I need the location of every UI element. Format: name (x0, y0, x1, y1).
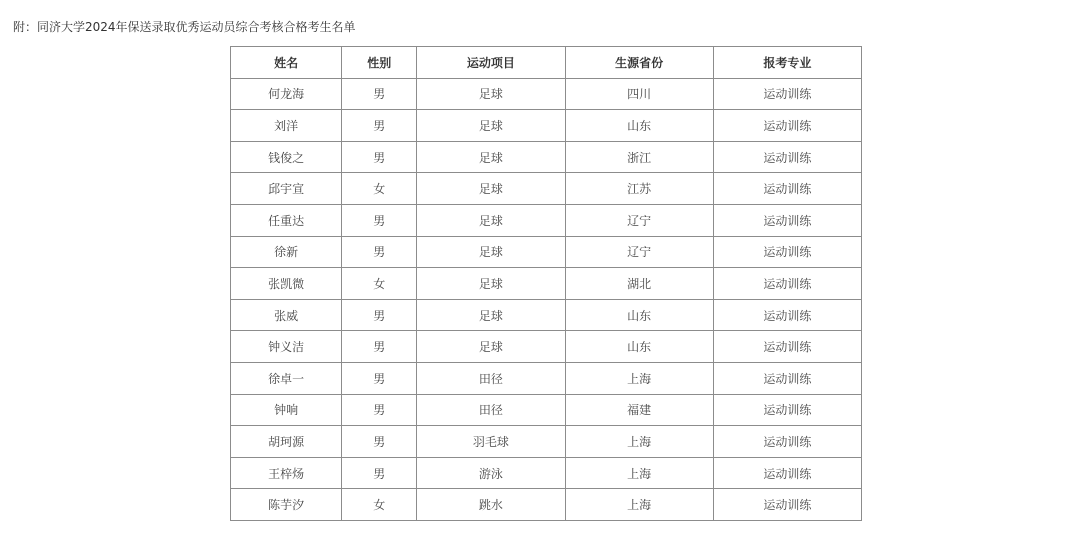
cell-name: 胡珂源 (231, 426, 342, 458)
table-row (231, 489, 862, 521)
cell-province: 上海 (565, 362, 713, 394)
cell-major: 运动训练 (713, 78, 861, 110)
cell-sport: 足球 (417, 331, 565, 363)
cell-major: 运动训练 (713, 362, 861, 394)
cell-sport: 跳水 (417, 489, 565, 521)
cell-sport: 足球 (417, 236, 565, 268)
cell-name: 张凯微 (231, 268, 342, 300)
cell-gender: 男 (342, 110, 417, 142)
cell-gender: 男 (342, 394, 417, 426)
cell-province: 辽宁 (565, 236, 713, 268)
cell-sport: 羽毛球 (417, 426, 565, 458)
cell-name: 徐新 (231, 236, 342, 268)
cell-gender: 男 (342, 426, 417, 458)
cell-name: 徐卓一 (231, 362, 342, 394)
cell-gender: 男 (342, 204, 417, 236)
table-row (231, 236, 862, 268)
cell-gender: 女 (342, 268, 417, 300)
cell-province: 上海 (565, 489, 713, 521)
document-caption: 附：同济大学2024年保送录取优秀运动员综合考核合格考生名单 (13, 20, 356, 34)
cell-name: 张威 (231, 299, 342, 331)
cell-major: 运动训练 (713, 489, 861, 521)
cell-sport: 足球 (417, 268, 565, 300)
cell-major: 运动训练 (713, 173, 861, 205)
cell-province: 上海 (565, 457, 713, 489)
header-major: 报考专业 (713, 47, 861, 79)
cell-sport: 游泳 (417, 457, 565, 489)
cell-province: 浙江 (565, 141, 713, 173)
cell-name: 王梓炀 (231, 457, 342, 489)
cell-gender: 男 (342, 236, 417, 268)
cell-gender: 男 (342, 331, 417, 363)
cell-sport: 足球 (417, 299, 565, 331)
cell-sport: 田径 (417, 394, 565, 426)
cell-gender: 男 (342, 362, 417, 394)
cell-gender: 男 (342, 457, 417, 489)
cell-name: 钱俊之 (231, 141, 342, 173)
cell-gender: 男 (342, 141, 417, 173)
cell-sport: 足球 (417, 110, 565, 142)
cell-gender: 女 (342, 489, 417, 521)
cell-name: 刘洋 (231, 110, 342, 142)
cell-province: 四川 (565, 78, 713, 110)
header-name: 姓名 (231, 47, 342, 79)
cell-name: 何龙海 (231, 78, 342, 110)
cell-major: 运动训练 (713, 394, 861, 426)
cell-sport: 足球 (417, 204, 565, 236)
cell-name: 钟义洁 (231, 331, 342, 363)
cell-gender: 男 (342, 299, 417, 331)
cell-gender: 女 (342, 173, 417, 205)
table-header-row (231, 47, 862, 79)
candidate-table (230, 46, 862, 521)
table-row (231, 394, 862, 426)
cell-province: 福建 (565, 394, 713, 426)
cell-major: 运动训练 (713, 204, 861, 236)
table-row (231, 457, 862, 489)
cell-name: 任重达 (231, 204, 342, 236)
cell-major: 运动训练 (713, 299, 861, 331)
table-row (231, 204, 862, 236)
cell-major: 运动训练 (713, 141, 861, 173)
table-row (231, 141, 862, 173)
cell-province: 上海 (565, 426, 713, 458)
cell-major: 运动训练 (713, 331, 861, 363)
cell-major: 运动训练 (713, 110, 861, 142)
cell-province: 湖北 (565, 268, 713, 300)
cell-sport: 田径 (417, 362, 565, 394)
cell-major: 运动训练 (713, 426, 861, 458)
table-row (231, 426, 862, 458)
cell-name: 陈芋汐 (231, 489, 342, 521)
cell-sport: 足球 (417, 173, 565, 205)
cell-major: 运动训练 (713, 268, 861, 300)
cell-gender: 男 (342, 78, 417, 110)
table-row (231, 268, 862, 300)
cell-name: 邱宇宣 (231, 173, 342, 205)
cell-province: 辽宁 (565, 204, 713, 236)
table-row (231, 110, 862, 142)
cell-province: 江苏 (565, 173, 713, 205)
cell-province: 山东 (565, 299, 713, 331)
table-row (231, 78, 862, 110)
table-row (231, 362, 862, 394)
cell-major: 运动训练 (713, 457, 861, 489)
cell-sport: 足球 (417, 78, 565, 110)
cell-major: 运动训练 (713, 236, 861, 268)
header-sport: 运动项目 (417, 47, 565, 79)
cell-province: 山东 (565, 331, 713, 363)
header-province: 生源省份 (565, 47, 713, 79)
cell-province: 山东 (565, 110, 713, 142)
table-body (231, 78, 862, 520)
cell-name: 钟响 (231, 394, 342, 426)
table-row (231, 173, 862, 205)
cell-sport: 足球 (417, 141, 565, 173)
table-row (231, 331, 862, 363)
table-row (231, 299, 862, 331)
header-gender: 性别 (342, 47, 417, 79)
